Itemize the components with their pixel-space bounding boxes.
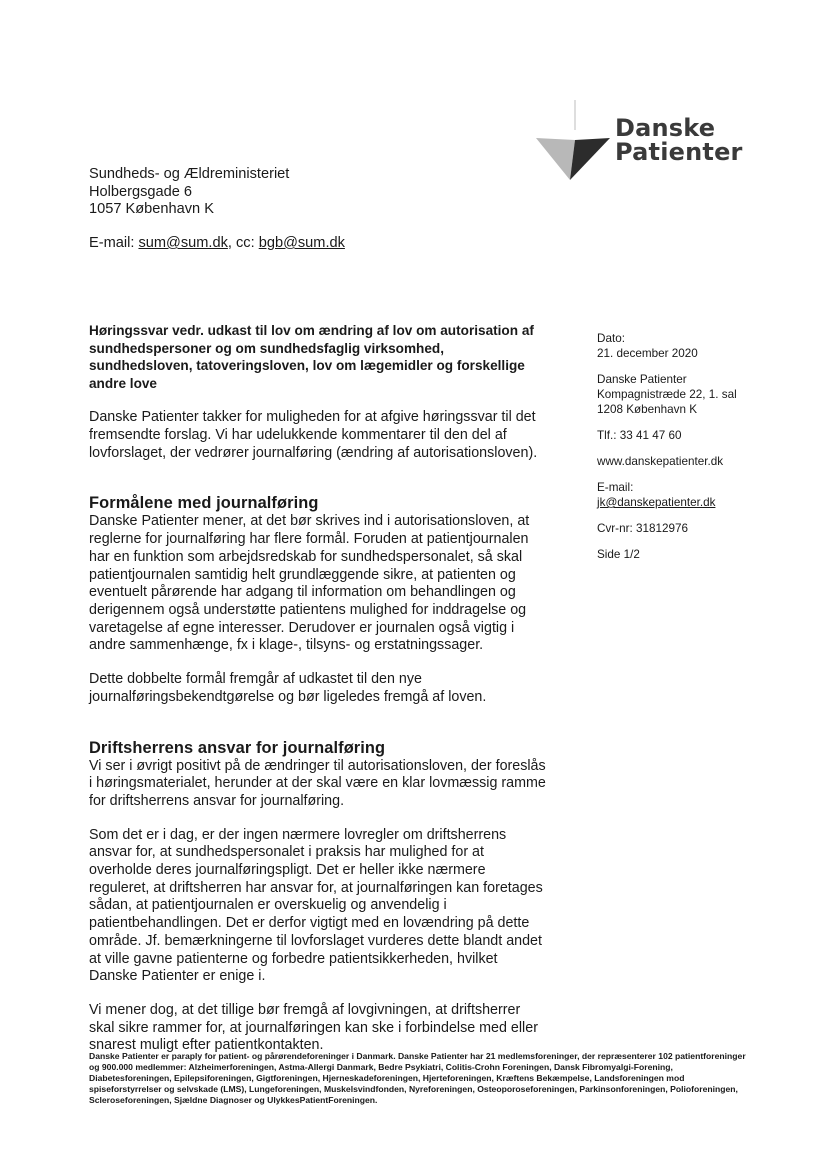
logo-wordmark <box>615 116 743 164</box>
phone: Tlf.: 33 41 47 60 <box>597 429 682 442</box>
page-number: Side 1/2 <box>597 548 640 561</box>
section2-paragraph-3: Vi mener dog, at det tillige bør fremgå af lovgivningen, at driftsherrer skal sikre rammer for, at journalføringen kan ske i forbindelse med eller snarest muligt efter patientkontakten. <box>89 1001 538 1054</box>
recipient-line-2: Holbergsgade 6 <box>89 183 193 200</box>
letter-body <box>89 322 549 1055</box>
recipient-line-3: 1057 København K <box>89 201 214 217</box>
email-link-bgb[interactable]: bgb@sum.dk <box>258 235 345 251</box>
footer-member-organizations: Danske Patienter er paraply for patient- og pårørendeforeninger i Danmark. Danske Patienter har 21 medlemsforeninger, der repræsenterer 102 patientforeninger og 900.000 medlemmer: Alzheimerforeningen, Astma-Allergi Danmark, Bedre Psykiatri, Colitis-Crohn Foreningen, Dansk Fibromyalgi-Forening, Diabetesforeningen, Epilepsiforeningen, Gigtforeningen, Hjerneskadeforeningen, Hjerteforeningen, Kræftens Bekæmpelse, Landsforeningen mod spiseforstyrrelser og selvskade (LMS), Lungeforeningen, Muskelsvindfonden, Nyreforeningen, Osteoporoseforeningen, Parkinsonforeningen, Polioforeningen, Scleroseforeningen, Sjældne Diagnoser og UlykkesPatientForeningen. <box>89 1051 746 1105</box>
org-name: Danske Patienter <box>597 373 687 386</box>
subject-heading: Høringssvar vedr. udkast til lov om ændring af lov om autorisation af sundhedspersoner og om sundhedsfaglig virksomhed, sundhedsloven, tatoveringsloven, lov om lægemidler og forskellige andre love <box>89 323 534 391</box>
intro-paragraph: Danske Patienter takker for muligheden for at afgive høringssvar til det fremsendte forslag. Vi har udelukkende kommentarer til den del af lovforslaget, der vedrører journalføring (ændring af autorisationsloven). <box>89 409 538 461</box>
logo-line-2: Patienter <box>615 138 743 166</box>
sender-info-sidebar <box>597 331 797 573</box>
section2-paragraph-2: Som det er i dag, er der ingen nærmere lovregler om driftsherrens ansvar for, at sundhedspersonalet i praksis har mulighed for at overholde deres journalføringspligt. Det er heller ikke nærmere reguleret, at driftsherren har ansvar for, at journalføringen kan foretages sådan, at patientjournalen er overskuelig og anvendelig i patientbehandlingen. Det er derfor vigtigt med en lovændring på dette område. Jf. bemærkningerne til lovforslaget vurderes dette blandt andet at ville gavne patienterne og forbedre patientsikkerheden, hvilket Danske Patienter er enige i. <box>89 826 543 985</box>
sender-email-link[interactable]: jk@danskepatienter.dk <box>597 496 716 509</box>
danske-patienter-logo-mark <box>534 100 612 182</box>
section1-paragraph-2: Dette dobbelte formål fremgår af udkastet til den nye journalføringsbekendtgørelse og bør ligeledes fremgå af loven. <box>89 671 487 705</box>
email-link-sum[interactable]: sum@sum.dk <box>138 235 228 251</box>
email-label: E-mail: <box>597 481 634 494</box>
recipient-address <box>89 166 289 219</box>
website-link[interactable]: www.danskepatienter.dk <box>597 455 724 468</box>
recipient-line-1: Sundheds- og Ældreministeriet <box>89 166 290 182</box>
email-separator: , cc: <box>227 235 259 251</box>
date-value: 21. december 2020 <box>597 347 698 360</box>
date-label: Dato: <box>597 332 625 345</box>
logo-line-1: Danske <box>615 114 716 142</box>
email-prefix: E-mail: <box>89 235 139 251</box>
section2-paragraph-1: Vi ser i øvrigt positivt på de ændringer til autorisationsloven, der foreslås i høringsmaterialet, herunder at der skal være en klar lovmæssig ramme for driftsherrens ansvar for journalføring. <box>89 757 546 809</box>
section1-paragraph-1: Danske Patienter mener, at det bør skrives ind i autorisationsloven, at reglerne for journalføring har flere formål. Foruden at patientjournalen har en funktion som arbejdsredskab for sundhedspersonalet, så skal patientjournalen samtidig helt grundlæggende sikre, at patienten og eventuelt pårørende har adgang til information om behandlingen og derigennem også understøtte patientens mulighed for inddragelse og varetagelse af egne interesser. Derudover er journalen også vigtig i andre sammenhænge, fx i klage-, tilsyns- og erstatningssager. <box>89 513 530 654</box>
section1-heading: Formålene med journalføring <box>89 494 319 513</box>
cvr-number: Cvr-nr: 31812976 <box>597 522 688 535</box>
org-street: Kompagnistræde 22, 1. sal <box>597 388 737 401</box>
org-city: 1208 København K <box>597 403 698 416</box>
section2-heading: Driftsherrens ansvar for journalføring <box>89 738 386 757</box>
recipient-email-line <box>89 234 345 252</box>
